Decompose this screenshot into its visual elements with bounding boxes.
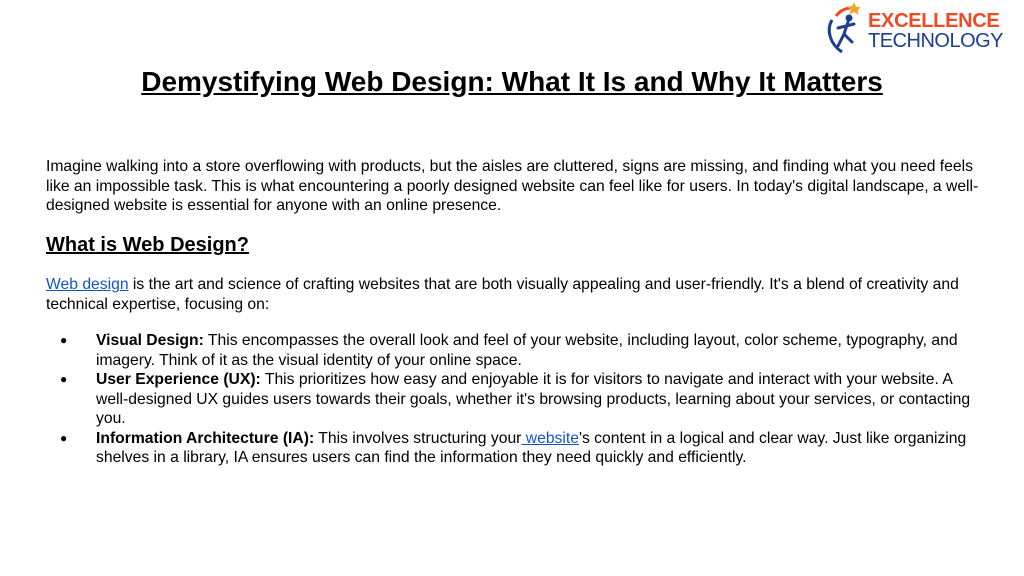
list-item: [46, 331, 986, 370]
list-item-text: This encompasses the overall look and feel of your website, including layout, color scheme, typography, and imagery. Think of it as the visual identity of your online space.: [96, 332, 958, 369]
list-item-title: User Experience (UX):: [96, 371, 261, 388]
intro-paragraph: Imagine walking into a store overflowing with products, but the aisles are cluttered, signs are missing, and finding what you need feels like an impossible task. This is what encountering a poorly designed website can feel like for users. In today's digital landscape, a well-designed website is essential for anyone with an online presence.: [46, 158, 979, 214]
list-item: [46, 370, 986, 429]
logo-wordmark-excellence: EXCELLENCE: [868, 10, 1000, 32]
excellence-technology-logo: [822, 0, 1024, 58]
logo-wordmark-technology: TECHNOLOGY: [868, 30, 1004, 52]
definition-paragraph: [46, 275, 986, 314]
page-title: Demystifying Web Design: What It Is and Why It Matters: [141, 66, 883, 97]
website-link[interactable]: website: [521, 429, 579, 447]
bullet: ●: [60, 372, 68, 386]
list-item-title: Visual Design:: [96, 332, 204, 349]
list-item: [46, 429, 986, 468]
bullet: ●: [60, 430, 68, 445]
running-figure-icon: [822, 0, 868, 58]
definition-text: is the art and science of crafting websites that are both visually appealing and user-friendly. It's a blend of creativity and technical expertise, focusing on:: [46, 276, 959, 313]
web-design-link[interactable]: Web design: [46, 276, 129, 293]
list-item-text: This prioritizes how easy and enjoyable it is for visitors to navigate and interact with your website. A well-designed UX guides users towards their goals, whether it's browsing products, learning about your services, or contacting you.: [96, 371, 971, 427]
bullet: ●: [60, 333, 68, 347]
list-item-title: Information Architecture (IA):: [96, 429, 315, 447]
list-item-text: This involves structuring your: [314, 429, 522, 447]
focus-list: [46, 331, 986, 468]
section-heading: What is Web Design?: [46, 234, 249, 256]
list-item-text: 's content in a logical and clear way. Just like organizing shelves in a library, IA ensures users can find the information they need quickly and efficiently.: [96, 429, 967, 466]
